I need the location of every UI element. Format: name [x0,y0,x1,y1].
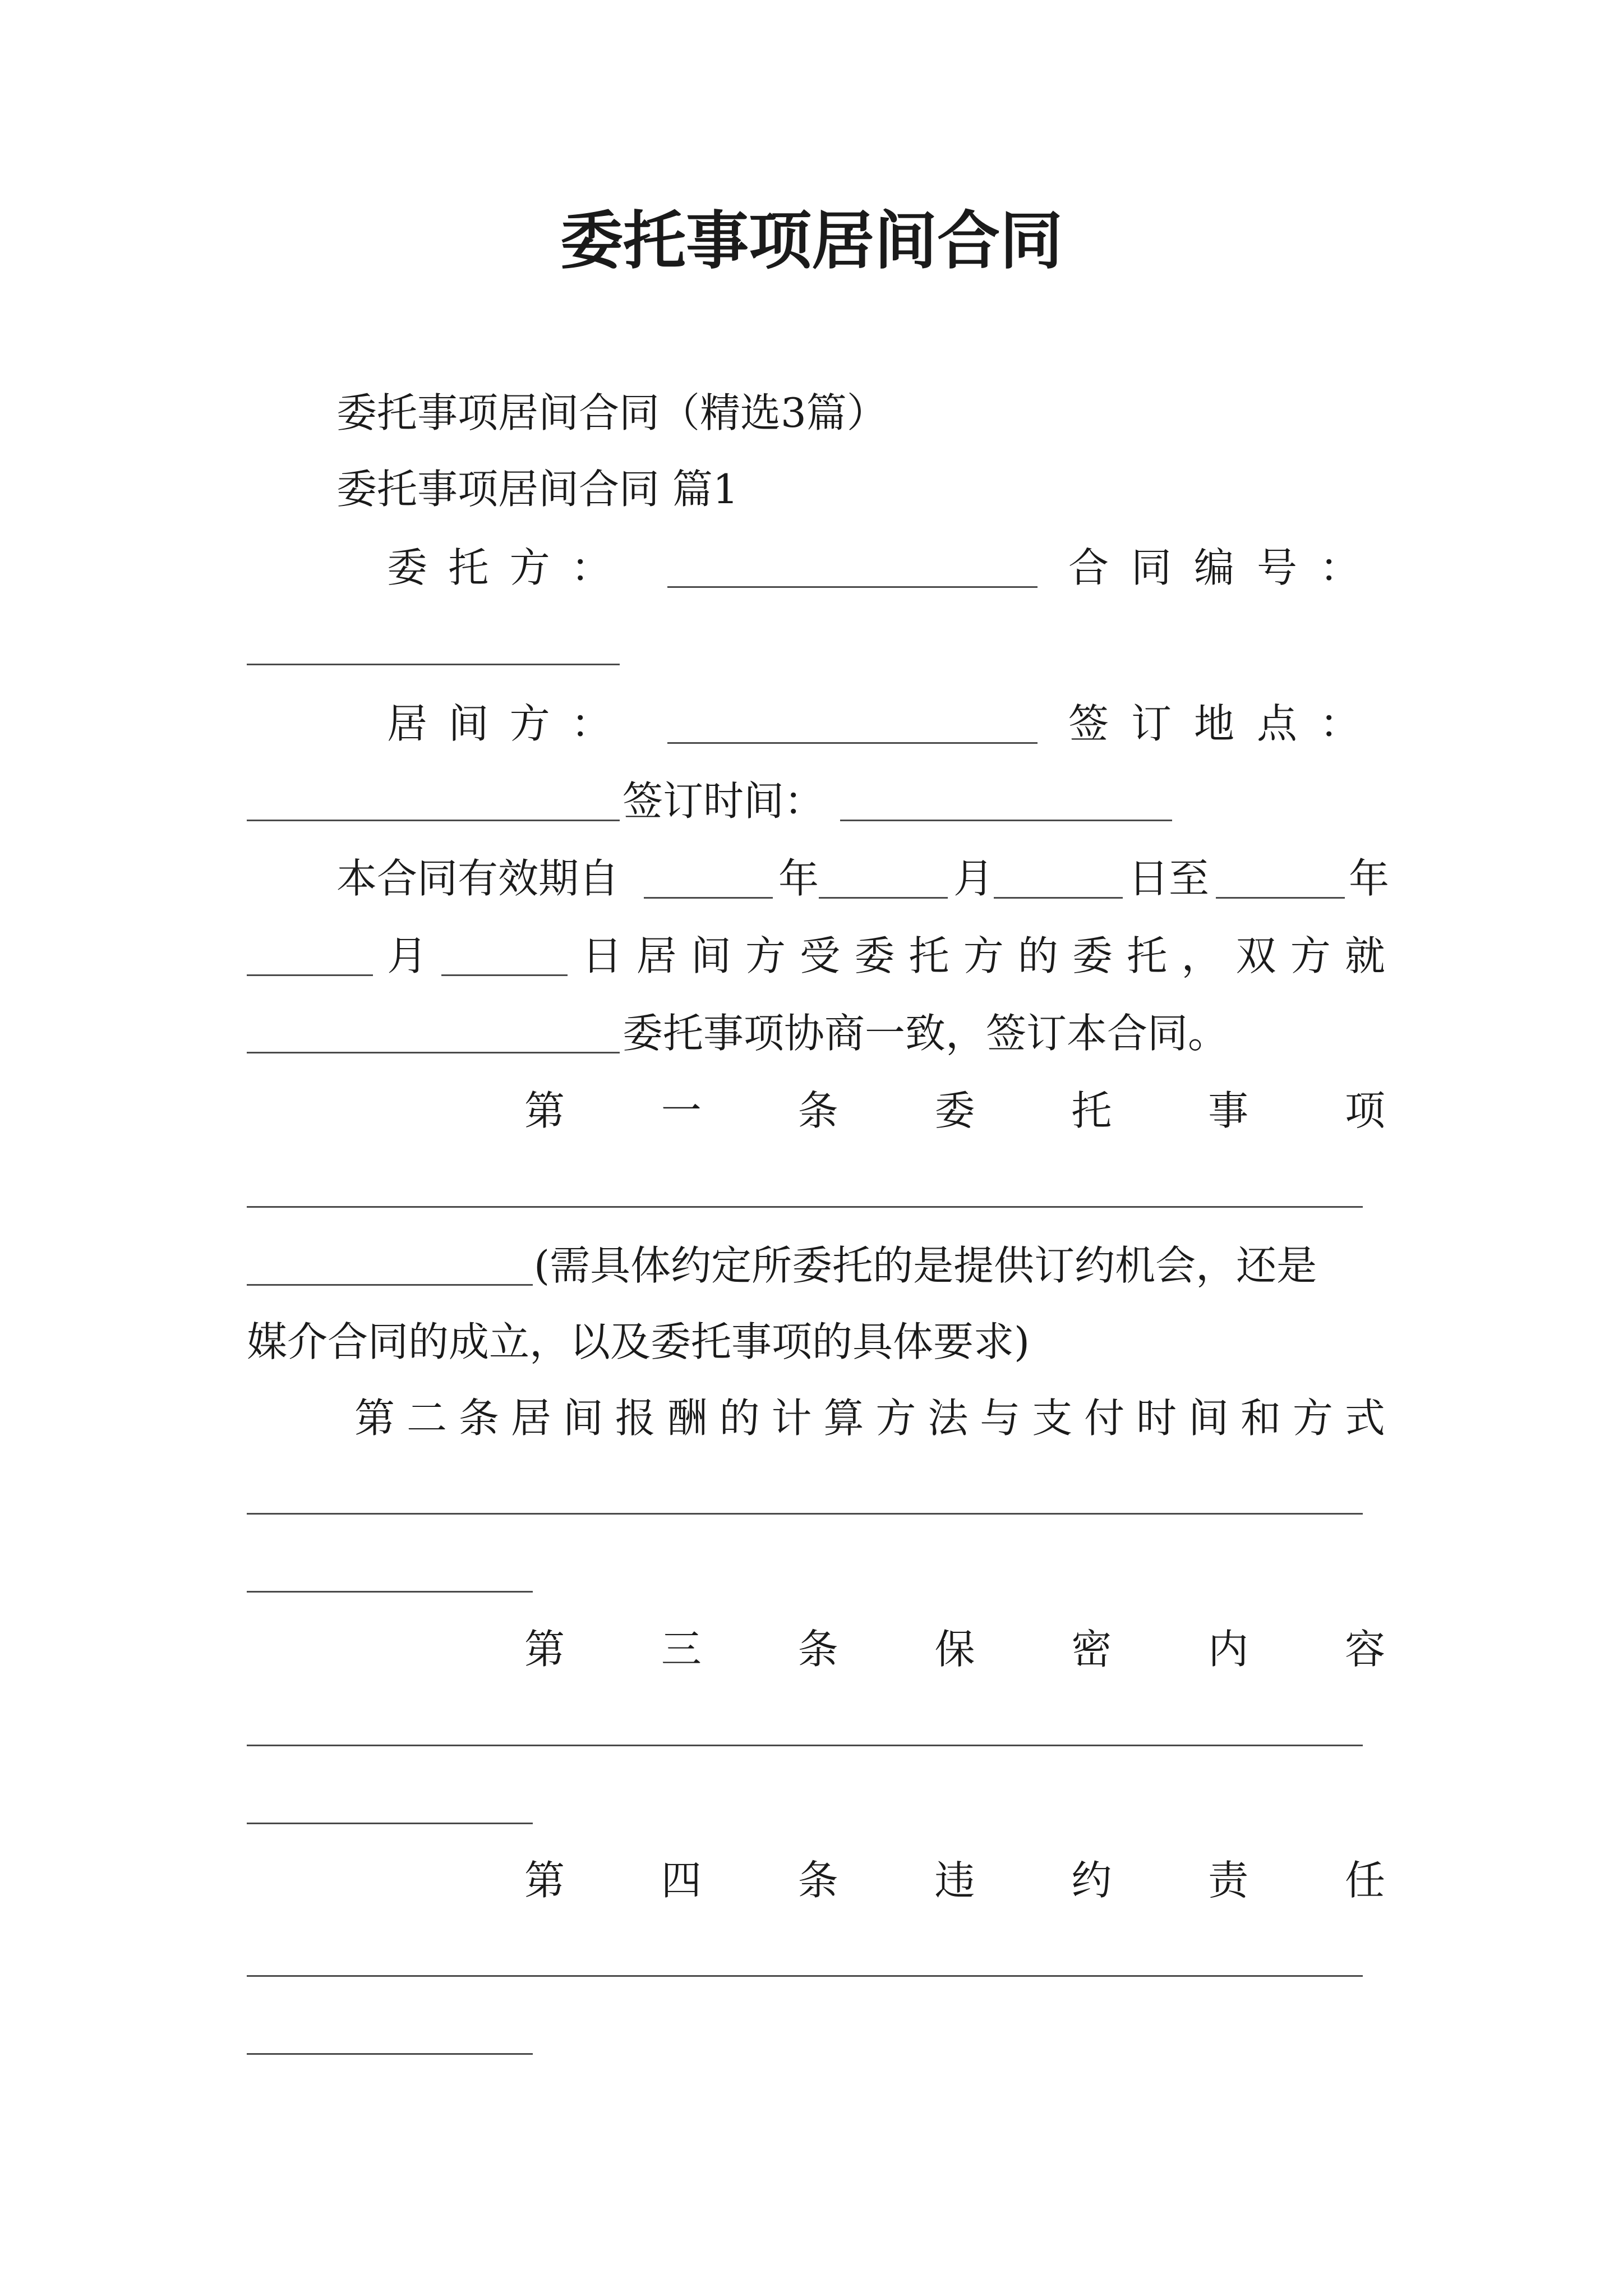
validity-start: 本合同有效期自 [336,855,620,902]
article-1-blank-line-1[interactable] [247,1206,1363,1208]
month-label: 月 [953,855,994,902]
article-1-heading: 第 一 条 委 托 事 项 [524,1087,1385,1134]
validity-line-2: 月 日 居 间 方 受 委 托 方 的 委 托 ， 双 方 就 [247,928,1385,984]
end-year-blank[interactable] [1216,897,1345,899]
contract-no-blank[interactable] [247,664,620,665]
article-4-blank-line-2[interactable] [247,2053,533,2055]
day-to-label: 日至 [1128,855,1210,902]
sign-time-blank[interactable] [840,820,1172,821]
article-3-heading: 第 三 条 保 密 内 容 [524,1626,1385,1673]
article-1-note-1: (需具体约定所委托的是提供订约机会，还是 [534,1242,1317,1289]
subtitle: 委托事项居间合同（精选3篇） [336,389,887,436]
article-4-blank-line-1[interactable] [247,1975,1363,1977]
document-title: 委托事项居间合同 [560,204,1063,278]
contract-no-label: 合 同 编 号 ： [1068,544,1360,591]
article-2-heading: 第 二 条 居 间 报 酬 的 计 算 方 法 与 支 付 时 间 和 方 式 [354,1395,1385,1442]
article-2-blank-line-1[interactable] [247,1513,1363,1515]
entrusted-matter-blank[interactable] [247,1052,620,1053]
client-blank[interactable] [667,586,1038,588]
end-year-label: 年 [1349,855,1390,902]
sign-place-label: 签 订 地 点 ： [1068,700,1360,747]
broker-label: 居 间 方 ： [387,700,611,747]
end-day-blank[interactable] [441,936,568,976]
client-label: 委 托 方 ： [387,544,611,591]
sign-place-blank[interactable] [247,820,620,821]
start-month-blank[interactable] [819,897,948,899]
section-title: 委托事项居间合同 篇1 [336,466,739,513]
end-month-blank[interactable] [247,936,373,976]
article-1-note-2: 媒介合同的成立，以及委托事项的具体要求) [247,1318,1030,1365]
article-3-blank-line-2[interactable] [247,1823,533,1824]
article-1-blank-line-2[interactable] [247,1284,533,1286]
article-4-heading: 第 四 条 违 约 责 任 [524,1857,1385,1904]
start-year-blank[interactable] [644,897,773,899]
broker-blank[interactable] [667,742,1038,744]
sign-time-label: 签订时间： [623,777,825,825]
article-3-blank-line-1[interactable] [247,1745,1363,1746]
article-2-blank-line-2[interactable] [247,1591,533,1593]
start-day-blank[interactable] [994,897,1123,899]
validity-line-3: 委托事项协商一致，签订本合同。 [623,1010,1229,1057]
year-label: 年 [778,855,819,902]
